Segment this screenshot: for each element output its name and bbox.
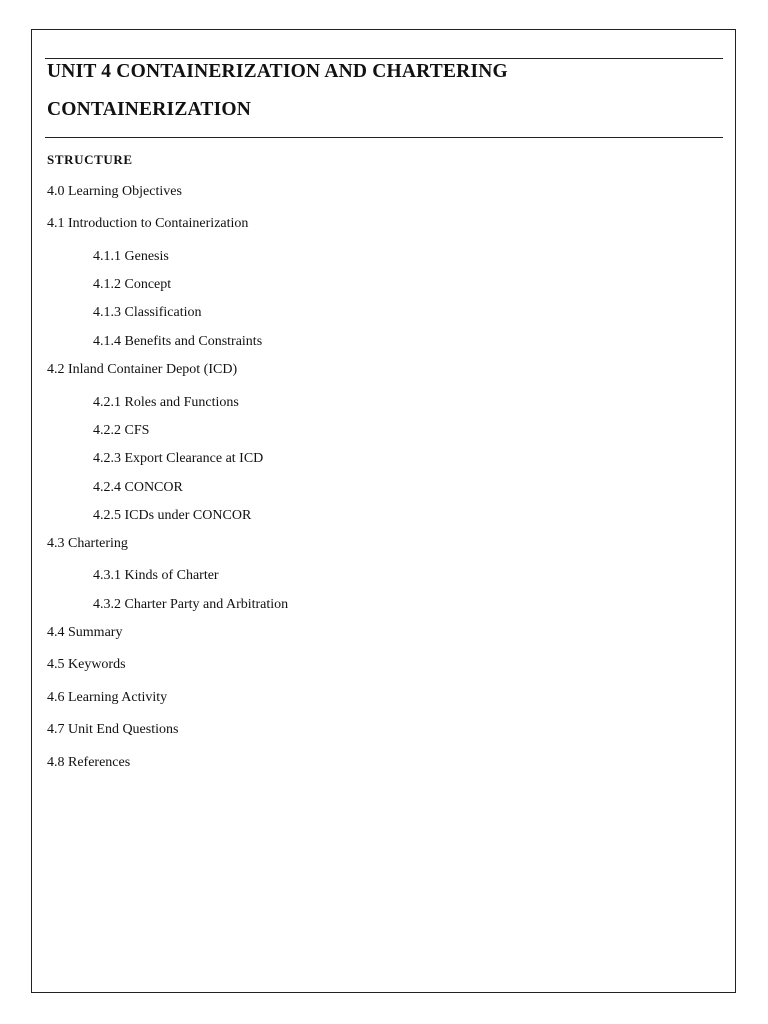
toc-subitem: 4.3.1 Kinds of Charter [93,568,219,583]
toc-subitem: 4.2.2 CFS [93,423,150,438]
toc-subitem: 4.2.5 ICDs under CONCOR [93,508,252,523]
toc-item: 4.7 Unit End Questions [47,722,179,737]
toc-item: 4.2 Inland Container Depot (ICD) [47,362,238,377]
toc-item: 4.3 Chartering [47,536,128,551]
toc-item: 4.8 References [47,755,131,770]
toc-subitem: 4.1.2 Concept [93,277,172,292]
toc-item: 4.5 Keywords [47,657,126,672]
section-title: CONTAINERIZATION [47,99,252,120]
toc-item: 4.6 Learning Activity [47,690,168,705]
toc-item: 4.1 Introduction to Containerization [47,216,249,231]
structure-heading: STRUCTURE [47,152,133,167]
toc-item: 4.4 Summary [47,625,123,640]
toc-subitem: 4.2.4 CONCOR [93,480,183,495]
unit-title: UNIT 4 CONTAINERIZATION AND CHARTERING [47,61,508,82]
toc-subitem: 4.2.3 Export Clearance at ICD [93,451,264,466]
toc-item: 4.0 Learning Objectives [47,184,182,199]
toc-subitem: 4.1.3 Classification [93,305,202,320]
toc-subitem: 4.1.4 Benefits and Constraints [93,334,263,349]
toc-subitem: 4.2.1 Roles and Functions [93,395,239,410]
toc-subitem: 4.3.2 Charter Party and Arbitration [93,597,289,612]
toc-subitem: 4.1.1 Genesis [93,249,169,264]
